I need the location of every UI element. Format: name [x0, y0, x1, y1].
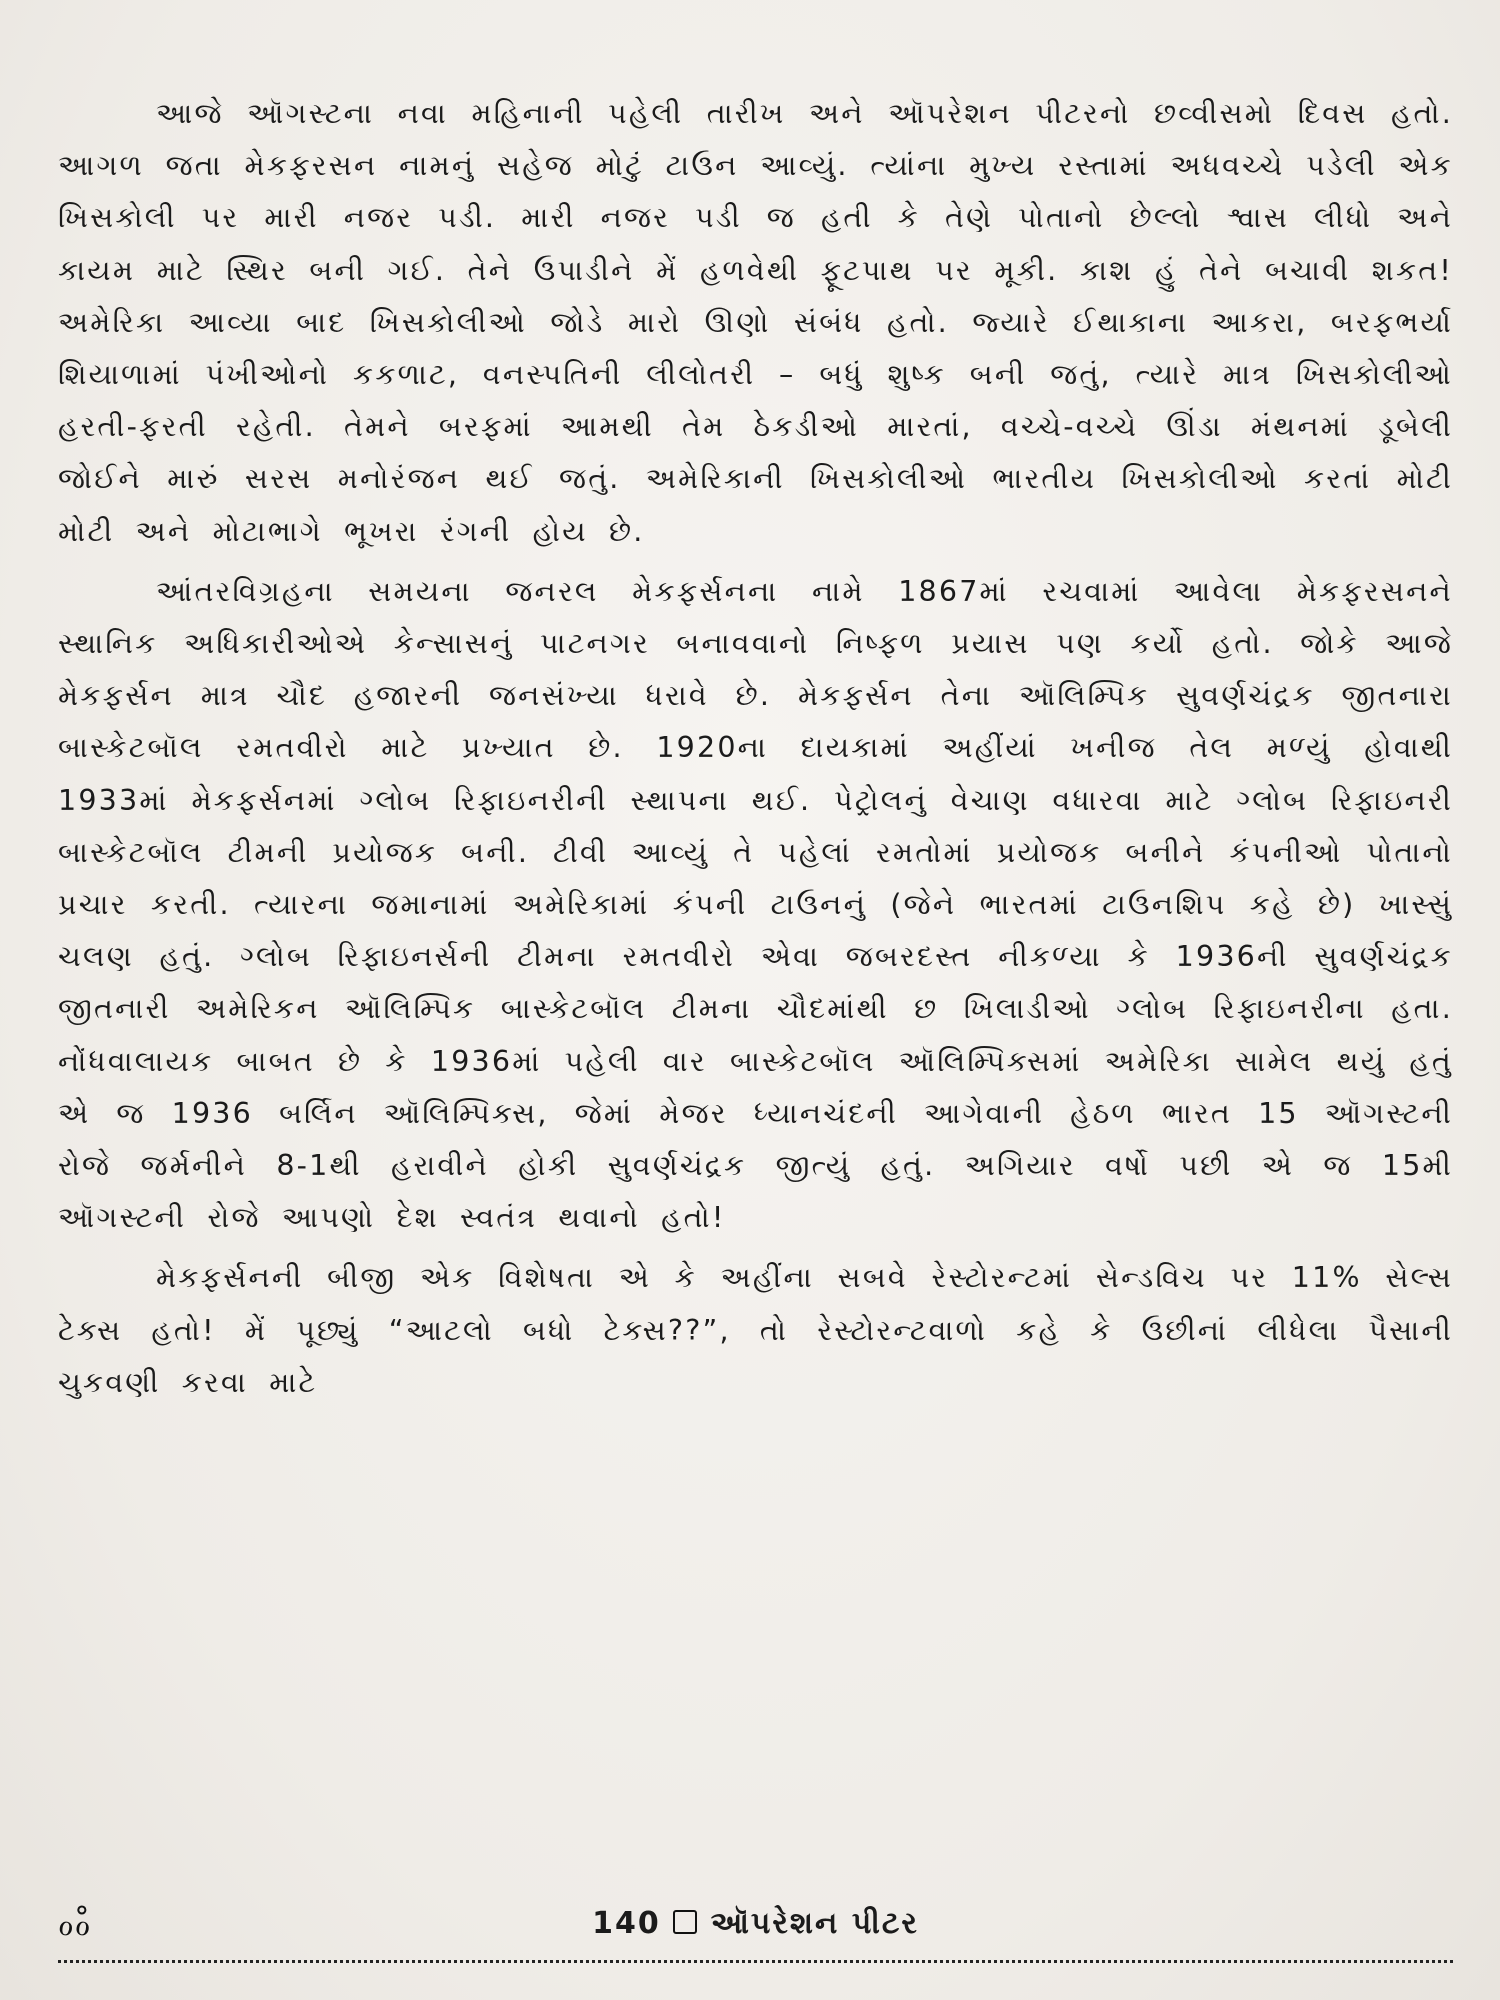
paragraph-1: આજે ઑગસ્ટના નવા મહિનાની પહેલી તારીખ અને ઑપરેશન પીટરનો છવ્વીસમો દિવસ હતો. આગળ જતા મેકફરસન નામનું સહેજ મોટું ટાઉન આવ્યું. ત્યાંના મુખ્ય રસ્તામાં અધવચ્ચે પડેલી એક ખિસકોલી પર મારી નજર પડી. મારી નજર પડી જ હતી કે તેણે પોતાનો છેલ્લો શ્વાસ લીધો અને કાયમ માટે સ્થિર બની ગઈ. તેને ઉપાડીને મેં હળવેથી ફૂટપાથ પર મૂકી. કાશ હું તેને બચાવી શકત! અમેરિકા આવ્યા બાદ ખિસકોલીઓ જોડે મારો ઊણો સંબંધ હતો. જ્યારે ઈથાકાના આકરા, બરફભર્યા શિયાળામાં પંખીઓનો કકળાટ, વનસ્પતિની લીલોતરી – બધું શુષ્ક બની જતું, ત્યારે માત્ર ખિસકોલીઓ હરતી-ફરતી રહેતી. તેમને બરફમાં આમથી તેમ ઠેકડીઓ મારતાં, વચ્ચે-વચ્ચે ઊંડા મંથનમાં ડૂબેલી જોઈને મારું સરસ મનોરંજન થઈ જતું. અમેરિકાની ખિસકોલીઓ ભારતીય ખિસકોલીઓ કરતાં મોટી મોટી અને મોટાભાગે ભૂખરા રંગની હોય છે.	[58, 97, 1453, 548]
paragraph-2: આંતરવિગ્રહના સમયના જનરલ મેકફર્સનના નામે 1867માં રચવામાં આવેલા મેકફરસનને સ્થાનિક અધિકારીઓએ કેન્સાસનું પાટનગર બનાવવાનો નિષ્ફળ પ્રયાસ પણ કર્યો હતો. જોકે આજે મેકફર્સન માત્ર ચૌદ હજારની જનસંખ્યા ધરાવે છે. મેકફર્સન તેના ઑલિમ્પિક સુવર્ણચંદ્રક જીતનારા બાસ્કેટબૉલ રમતવીરો માટે પ્રખ્યાત છે. 1920ના દાયકામાં અહીંયાં ખનીજ તેલ મળ્યું હોવાથી 1933માં મેકફર્સનમાં ગ્લોબ રિફાઇનરીની સ્થાપના થઈ. પેટ્રોલનું વેચાણ વધારવા માટે ગ્લોબ રિફાઇનરી બાસ્કેટબૉલ ટીમની પ્રયોજક બની. ટીવી આવ્યું તે પહેલાં રમતોમાં પ્રયોજક બનીને કંપનીઓ પોતાનો પ્રચાર કરતી. ત્યારના જમાનામાં અમેરિકામાં કંપની ટાઉનનું (જેને ભારતમાં ટાઉનશિપ કહે છે) ખાસ્સું ચલણ હતું. ગ્લોબ રિફાઇનર્સની ટીમના રમતવીરો એવા જબરદસ્ત નીકળ્યા કે 1936ની સુવર્ણચંદ્રક જીતનારી અમેરિકન ઑલિમ્પિક બાસ્કેટબૉલ ટીમના ચૌદમાંથી છ ખિલાડીઓ ગ્લોબ રિફાઇનરીના હતા. નોંધવાલાયક બાબત છે કે 1936માં પહેલી વાર બાસ્કેટબૉલ ઑલિમ્પિક્સમાં અમેરિકા સામેલ થયું હતું એ જ 1936 બર્લિન ઑલિમ્પિક્સ, જેમાં મેજર ધ્યાનચંદની આગેવાની હેઠળ ભારત 15 ઑગસ્ટની રોજે જર્મનીને 8-1થી હરાવીને હોકી સુવર્ણચંદ્રક જીત્યું હતું. અગિયાર વર્ષો પછી એ જ 15મી ઑગસ્ટની રોજે આપણો દેશ સ્વતંત્ર થવાનો હતો!	[58, 574, 1453, 1235]
body-text	[58, 88, 1453, 1417]
page-footer	[58, 1900, 1453, 1952]
footer-dotted-rule	[58, 1960, 1453, 1963]
paragraph-3: મેકફર્સનની બીજી એક વિશેષતા એ કે અહીંના સબવે રેસ્ટોરન્ટમાં સેન્ડવિચ પર 11% સેલ્સ ટેક્સ હતો! મેં પૂછ્યું “આટલો બધો ટેક્સ??”, તો રેસ્ટોરન્ટવાળો કહે કે ઉછીનાં લીધેલા પૈસાની ચુકવણી કરવા માટે	[58, 1261, 1453, 1399]
running-title: ઑપરેશન પીટર	[710, 1906, 919, 1941]
footer-ornament: ℴℴ̊	[58, 1904, 92, 1944]
page-number: 140	[592, 1906, 661, 1941]
folio	[58, 1906, 1453, 1941]
square-bullet-icon	[673, 1910, 697, 1934]
